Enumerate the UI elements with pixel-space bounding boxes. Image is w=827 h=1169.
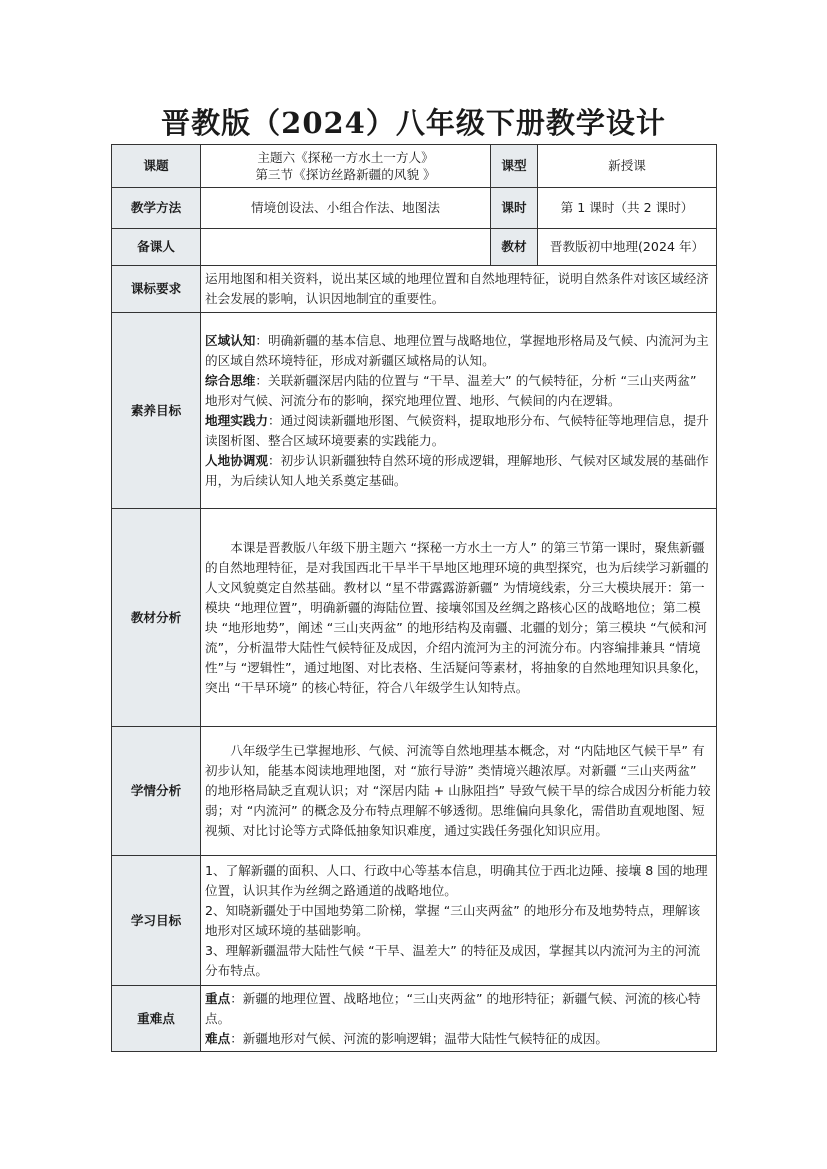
literacy-text: ：关联新疆深居内陆的位置与 “干旱、温差大” 的气候特征，分析 “三山夹两盆” 地形对气候、河流分布的影响，探究地理位置、地形、气候间的内在逻辑。	[205, 372, 697, 408]
literacy-key: 人地协调观	[205, 452, 268, 468]
literacy-item	[205, 411, 712, 451]
literacy-content	[201, 313, 717, 509]
page-title: 晋教版（2024）八年级下册教学设计	[161, 106, 666, 140]
key-point-item	[205, 989, 712, 1029]
key-points-content	[201, 986, 717, 1052]
literacy-label: 素养目标	[112, 313, 201, 509]
lesson-type-label: 课型	[491, 145, 538, 188]
difficulty-key: 难点	[205, 1030, 231, 1046]
topic-value-line2: 第三节《探访丝路新疆的风貌 》	[255, 167, 436, 182]
literacy-key: 综合思维	[205, 372, 256, 388]
literacy-item	[205, 451, 712, 491]
literacy-key: 地理实践力	[205, 412, 268, 428]
literacy-key: 区域认知	[205, 332, 256, 348]
row-curriculum	[112, 266, 717, 313]
textbook-analysis-paragraph: 本课是晋教版八年级下册主题六 “探秘一方水土一方人” 的第三节第一课时，聚焦新疆的自然地理特征，是对我国西北干旱半干旱地区地理环境的典型探究，也为后续学习新疆的人文风貌奠定自然基础。教材以 “星不带露露游新疆” 为情境线索，分三大模块展开：第一模块 “地理位置”，明确新疆的海陆位置、接壤邻国及丝绸之路核心区的战略地位；第二模块 “地形地势”，阐述 “三山夹两盆” 的地形结构及南疆、北疆的划分；第三模块 “气候和河流”，分析温带大陆性气候特征及成因，介绍内流河为主的河流分布。内容编排兼具 “情境性”与 “逻辑性”，通过地图、对比表格、生活疑问等素材，将抽象的自然地理知识具象化，突出 “干旱环境” 的核心特征，符合八年级学生认知特点。	[205, 539, 709, 695]
learning-goal-item: 1、了解新疆的面积、人口、行政中心等基本信息，明确其位于西北边陲、接壤 8 国的地理位置，认识其作为丝绸之路通道的战略地位。	[205, 862, 708, 898]
literacy-text: ：明确新疆的基本信息、地理位置与战略地位，掌握地形格局及气候、内流河为主的区域自然环境特征，形成对新疆区域格局的认知。	[205, 332, 709, 368]
topic-value	[201, 145, 491, 188]
textbook-analysis-label: 教材分析	[112, 509, 201, 727]
row-preparer	[112, 229, 717, 266]
literacy-text: ：通过阅读新疆地形图、气候资料，提取地形分布、气候特征等地理信息，提升读图析图、整合区域环境要素的实践能力。	[205, 412, 709, 448]
method-value: 情境创设法、小组合作法、地图法	[201, 188, 491, 229]
difficulty-item	[205, 1029, 712, 1049]
textbook-label: 教材	[491, 229, 538, 266]
curriculum-paragraph: 运用地图和相关资料，说出某区域的地理位置和自然地理特征，说明自然条件对该区域经济社会发展的影响，认识因地制宜的重要性。	[205, 271, 709, 306]
learner-analysis-label: 学情分析	[112, 727, 201, 856]
period-label: 课时	[491, 188, 538, 229]
row-learning-goals	[112, 856, 717, 986]
row-learner-analysis	[112, 727, 717, 856]
textbook-value: 晋教版初中地理(2024 年）	[538, 229, 717, 266]
preparer-value	[201, 229, 491, 266]
learning-goal-item: 2、知晓新疆处于中国地势第二阶梯，掌握 “三山夹两盆” 的地形分布及地势特点，理解该地形对区域环境的基础影响。	[205, 902, 701, 938]
period-value: 第 1 课时（共 2 课时）	[538, 188, 717, 229]
literacy-text: ：初步认识新疆独特自然环境的形成逻辑，理解地形、气候对区域发展的基础作用，为后续认知人地关系奠定基础。	[205, 452, 709, 488]
literacy-item	[205, 371, 712, 411]
lesson-type-value: 新授课	[538, 145, 717, 188]
textbook-analysis-content	[201, 509, 717, 727]
topic-label: 课题	[112, 145, 201, 188]
key-point-key: 重点	[205, 990, 231, 1006]
row-method	[112, 188, 717, 229]
learning-goals-label: 学习目标	[112, 856, 201, 986]
method-label: 教学方法	[112, 188, 201, 229]
learner-analysis-content	[201, 727, 717, 856]
learning-goals-content	[201, 856, 717, 986]
row-literacy	[112, 313, 717, 509]
lesson-plan-table	[111, 144, 717, 1052]
curriculum-text	[201, 266, 717, 313]
difficulty-text: ：新疆地形对气候、河流的影响逻辑；温带大陆性气候特征的成因。	[230, 1030, 608, 1046]
row-key-points	[112, 986, 717, 1052]
literacy-item	[205, 331, 712, 371]
row-textbook-analysis	[112, 509, 717, 727]
learning-goal-item: 3、理解新疆温带大陆性气候 “干旱、温差大” 的特征及成因，掌握其以内流河为主的河流分布特点。	[205, 942, 701, 978]
key-points-label: 重难点	[112, 986, 201, 1052]
preparer-label: 备课人	[112, 229, 201, 266]
topic-value-line1: 主题六《探秘一方水土一方人》	[257, 150, 434, 165]
key-point-text: ：新疆的地理位置、战略地位；“三山夹两盆” 的地形特征；新疆气候、河流的核心特点。	[205, 990, 701, 1026]
curriculum-label: 课标要求	[112, 266, 201, 313]
row-topic	[112, 145, 717, 188]
learner-analysis-paragraph: 八年级学生已掌握地形、气候、河流等自然地理基本概念，对 “内陆地区气候干旱” 有初步认知，能基本阅读地理地图，对 “旅行导游” 类情境兴趣浓厚。对新疆 “三山夹两盆” 的地形格局缺乏直观认识；对 “深居内陆 + 山脉阻挡” 导致气候干旱的综合成因分析能力较弱；对 “内流河” 的概念及分布特点理解不够透彻。思维偏向具象化，需借助直观地图、短视频、对比讨论等方式降低抽象知识难度，通过实践任务强化知识应用。	[205, 743, 711, 838]
